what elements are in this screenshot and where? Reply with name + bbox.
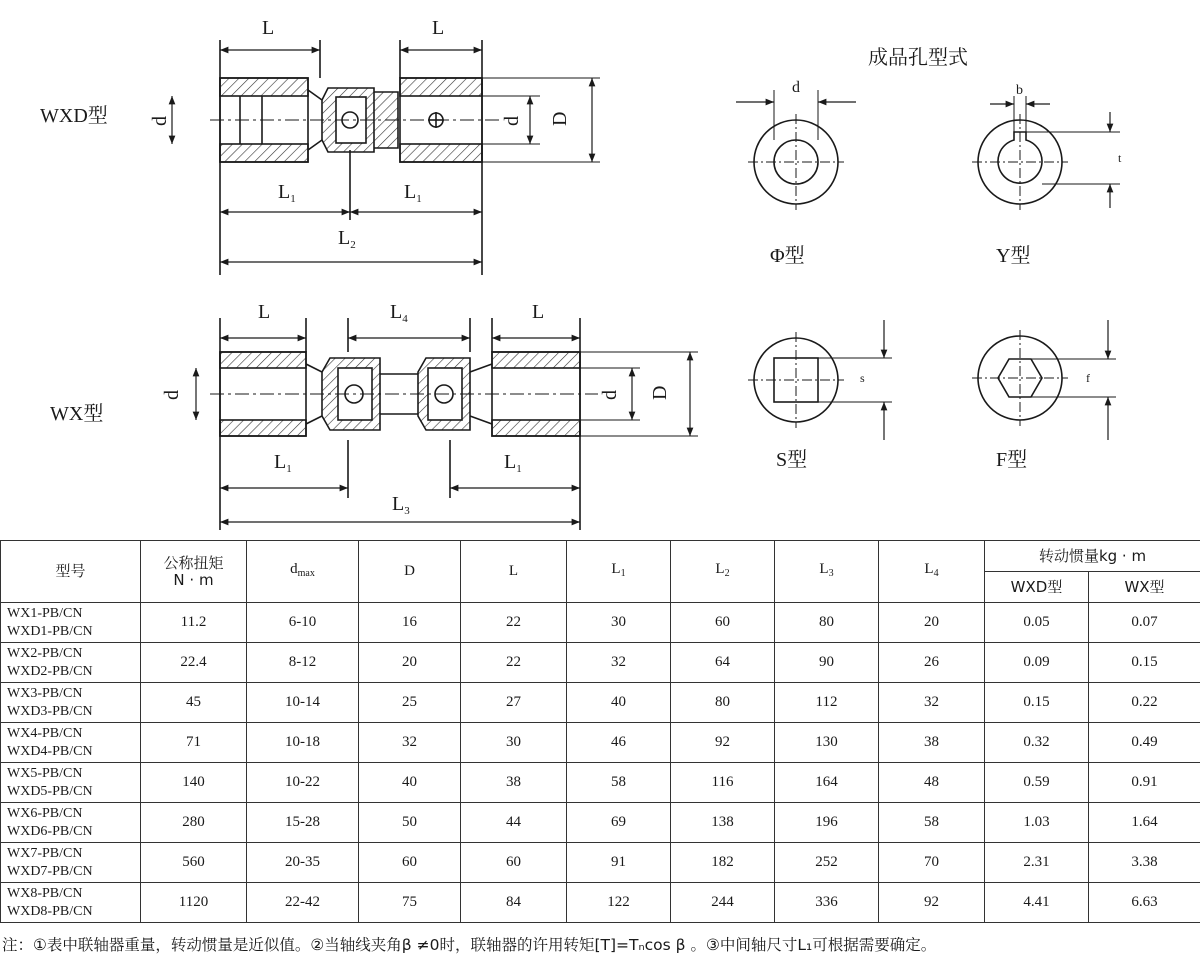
cell-L: 27 xyxy=(461,683,567,723)
bore-y-dim-b: b xyxy=(1016,83,1023,98)
cell-j-wx: 0.91 xyxy=(1089,763,1200,803)
model-wx: WX1-PB/CN xyxy=(7,605,83,621)
cell-torque: 71 xyxy=(141,723,247,763)
model-wxd: WXD1-PB/CN xyxy=(7,623,93,639)
cell-j-wx: 0.15 xyxy=(1089,643,1200,683)
bore-y-dim-t: t xyxy=(1118,151,1122,165)
cell-L1: 58 xyxy=(567,763,671,803)
header-inertia-wx: WX型 xyxy=(1089,572,1200,603)
header-torque: 公称扭矩 N · m xyxy=(141,541,247,603)
header-model: 型号 xyxy=(1,541,141,603)
bore-s xyxy=(748,320,892,440)
table-row xyxy=(1,763,1200,803)
cell-L: 44 xyxy=(461,803,567,843)
cell-L4: 70 xyxy=(879,843,985,883)
bore-f xyxy=(972,320,1116,440)
cell-L: 38 xyxy=(461,763,567,803)
cell-L1: 91 xyxy=(567,843,671,883)
wxd-dim-L1-left: $L_1$ xyxy=(278,181,296,205)
bore-phi xyxy=(736,90,856,210)
cell-L2: 116 xyxy=(671,763,775,803)
wx-dim-L3: $L_3$ xyxy=(392,493,410,517)
header-L: L xyxy=(461,541,567,603)
model-wxd: WXD3-PB/CN xyxy=(7,703,93,719)
cell-D: 20 xyxy=(359,643,461,683)
model-wx: WX6-PB/CN xyxy=(7,805,83,821)
header-inertia: 转动惯量kg · m xyxy=(985,541,1200,572)
header-dmax: $d_{max}$ xyxy=(247,541,359,603)
cell-L: 22 xyxy=(461,603,567,643)
cell-L1: 46 xyxy=(567,723,671,763)
cell-j-wxd: 2.31 xyxy=(985,843,1089,883)
wxd-dim-L2: $L_2$ xyxy=(338,227,356,251)
cell-j-wxd: 0.59 xyxy=(985,763,1089,803)
bore-f-dim: f xyxy=(1086,371,1090,385)
bore-types-title: 成品孔型式 xyxy=(868,47,968,69)
model-wxd: WXD6-PB/CN xyxy=(7,823,93,839)
cell-D: 60 xyxy=(359,843,461,883)
cell-L2: 92 xyxy=(671,723,775,763)
model-wxd: WXD7-PB/CN xyxy=(7,863,93,879)
cell-L1: 32 xyxy=(567,643,671,683)
cell-model xyxy=(1,803,141,843)
cell-L: 60 xyxy=(461,843,567,883)
model-wxd: WXD4-PB/CN xyxy=(7,743,93,759)
cell-L2: 138 xyxy=(671,803,775,843)
cell-torque: 1120 xyxy=(141,883,247,923)
cell-D: 16 xyxy=(359,603,461,643)
model-wx: WX7-PB/CN xyxy=(7,845,83,861)
cell-dmax: 8-12 xyxy=(247,643,359,683)
cell-j-wxd: 1.03 xyxy=(985,803,1089,843)
table-row xyxy=(1,803,1200,843)
spec-table-body xyxy=(1,603,1200,923)
header-L3: $L_3$ xyxy=(775,541,879,603)
spec-table xyxy=(0,540,1200,923)
model-wx: WX2-PB/CN xyxy=(7,645,83,661)
cell-torque: 11.2 xyxy=(141,603,247,643)
cell-L3: 130 xyxy=(775,723,879,763)
cell-dmax: 20-35 xyxy=(247,843,359,883)
bore-s-dim: s xyxy=(860,371,865,385)
cell-torque: 45 xyxy=(141,683,247,723)
cell-L4: 58 xyxy=(879,803,985,843)
cell-L4: 26 xyxy=(879,643,985,683)
model-wx: WX4-PB/CN xyxy=(7,725,83,741)
wxd-drawing xyxy=(172,40,600,275)
cell-L: 84 xyxy=(461,883,567,923)
cell-dmax: 15-28 xyxy=(247,803,359,843)
model-wx: WX5-PB/CN xyxy=(7,765,83,781)
cell-L3: 336 xyxy=(775,883,879,923)
cell-L3: 80 xyxy=(775,603,879,643)
wx-dim-L1-right: $L_1$ xyxy=(504,451,522,475)
wx-drawing xyxy=(196,318,698,530)
table-row xyxy=(1,883,1200,923)
cell-j-wx: 0.07 xyxy=(1089,603,1200,643)
cell-dmax: 10-22 xyxy=(247,763,359,803)
cell-j-wx: 3.38 xyxy=(1089,843,1200,883)
cell-torque: 22.4 xyxy=(141,643,247,683)
cell-L2: 80 xyxy=(671,683,775,723)
wx-dim-d-left: d xyxy=(161,390,183,400)
cell-L1: 122 xyxy=(567,883,671,923)
cell-j-wx: 1.64 xyxy=(1089,803,1200,843)
cell-model xyxy=(1,843,141,883)
cell-L3: 90 xyxy=(775,643,879,683)
cell-model xyxy=(1,763,141,803)
cell-L: 30 xyxy=(461,723,567,763)
cell-L3: 252 xyxy=(775,843,879,883)
cell-L1: 40 xyxy=(567,683,671,723)
footnote: 注：①表中联轴器重量，转动惯量是近似值。②当轴线夹角β ≠0时，联轴器的许用转矩[T]=Tₙcos β 。③中间轴尺寸L₁可根据需要确定。 xyxy=(2,936,937,954)
table-row xyxy=(1,683,1200,723)
cell-L3: 112 xyxy=(775,683,879,723)
cell-D: 25 xyxy=(359,683,461,723)
table-row xyxy=(1,603,1200,643)
wxd-dim-L-right: L xyxy=(432,17,445,39)
cell-dmax: 10-18 xyxy=(247,723,359,763)
header-L4: $L_4$ xyxy=(879,541,985,603)
cell-torque: 280 xyxy=(141,803,247,843)
cell-model xyxy=(1,723,141,763)
cell-dmax: 22-42 xyxy=(247,883,359,923)
bore-s-label: S型 xyxy=(776,449,808,471)
header-L1: $L_1$ xyxy=(567,541,671,603)
cell-D: 50 xyxy=(359,803,461,843)
model-wxd: WXD2-PB/CN xyxy=(7,663,93,679)
cell-j-wxd: 0.05 xyxy=(985,603,1089,643)
header-inertia-wxd: WXD型 xyxy=(985,572,1089,603)
cell-model xyxy=(1,603,141,643)
wx-dim-d-right: d xyxy=(599,390,621,400)
table-row xyxy=(1,643,1200,683)
cell-L4: 20 xyxy=(879,603,985,643)
cell-D: 32 xyxy=(359,723,461,763)
wx-dim-D: D xyxy=(649,385,671,400)
cell-L2: 182 xyxy=(671,843,775,883)
wxd-title: WXD型 xyxy=(40,105,108,127)
cell-j-wx: 0.22 xyxy=(1089,683,1200,723)
cell-L3: 196 xyxy=(775,803,879,843)
cell-model xyxy=(1,883,141,923)
cell-L4: 32 xyxy=(879,683,985,723)
cell-j-wxd: 0.09 xyxy=(985,643,1089,683)
cell-L2: 60 xyxy=(671,603,775,643)
cell-L4: 48 xyxy=(879,763,985,803)
header-D: D xyxy=(359,541,461,603)
cell-j-wx: 6.63 xyxy=(1089,883,1200,923)
wxd-dim-d-left: d xyxy=(149,116,171,126)
cell-D: 75 xyxy=(359,883,461,923)
wxd-labels xyxy=(40,17,571,251)
cell-j-wxd: 0.32 xyxy=(985,723,1089,763)
wxd-dim-D: D xyxy=(549,111,571,126)
bore-y-label: Y型 xyxy=(996,245,1031,267)
cell-j-wxd: 0.15 xyxy=(985,683,1089,723)
bore-phi-dim: d xyxy=(792,79,800,96)
bore-f-label: F型 xyxy=(996,449,1028,471)
wx-dim-L-left: L xyxy=(258,301,271,323)
cell-L1: 30 xyxy=(567,603,671,643)
model-wxd: WXD5-PB/CN xyxy=(7,783,93,799)
wx-dim-L-right: L xyxy=(532,301,545,323)
table-row xyxy=(1,843,1200,883)
cell-L2: 244 xyxy=(671,883,775,923)
cell-torque: 560 xyxy=(141,843,247,883)
cell-j-wxd: 4.41 xyxy=(985,883,1089,923)
header-L2: $L_2$ xyxy=(671,541,775,603)
cell-dmax: 10-14 xyxy=(247,683,359,723)
cell-L: 22 xyxy=(461,643,567,683)
bore-phi-label: Φ型 xyxy=(770,245,805,267)
bore-y xyxy=(972,96,1120,210)
wx-dim-L1-left: $L_1$ xyxy=(274,451,292,475)
cell-L3: 164 xyxy=(775,763,879,803)
cell-L1: 69 xyxy=(567,803,671,843)
cell-dmax: 6-10 xyxy=(247,603,359,643)
cell-L4: 38 xyxy=(879,723,985,763)
wx-dim-L4: $L_4$ xyxy=(390,301,408,325)
model-wx: WX8-PB/CN xyxy=(7,885,83,901)
cell-torque: 140 xyxy=(141,763,247,803)
table-row xyxy=(1,723,1200,763)
wxd-dim-L1-right: $L_1$ xyxy=(404,181,422,205)
cell-model xyxy=(1,683,141,723)
cell-model xyxy=(1,643,141,683)
model-wx: WX3-PB/CN xyxy=(7,685,83,701)
cell-L4: 92 xyxy=(879,883,985,923)
wxd-dim-d-right: d xyxy=(501,116,523,126)
cell-j-wx: 0.49 xyxy=(1089,723,1200,763)
model-wxd: WXD8-PB/CN xyxy=(7,903,93,919)
cell-L2: 64 xyxy=(671,643,775,683)
cell-D: 40 xyxy=(359,763,461,803)
wxd-dim-L-left: L xyxy=(262,17,275,39)
wx-title: WX型 xyxy=(50,403,104,425)
